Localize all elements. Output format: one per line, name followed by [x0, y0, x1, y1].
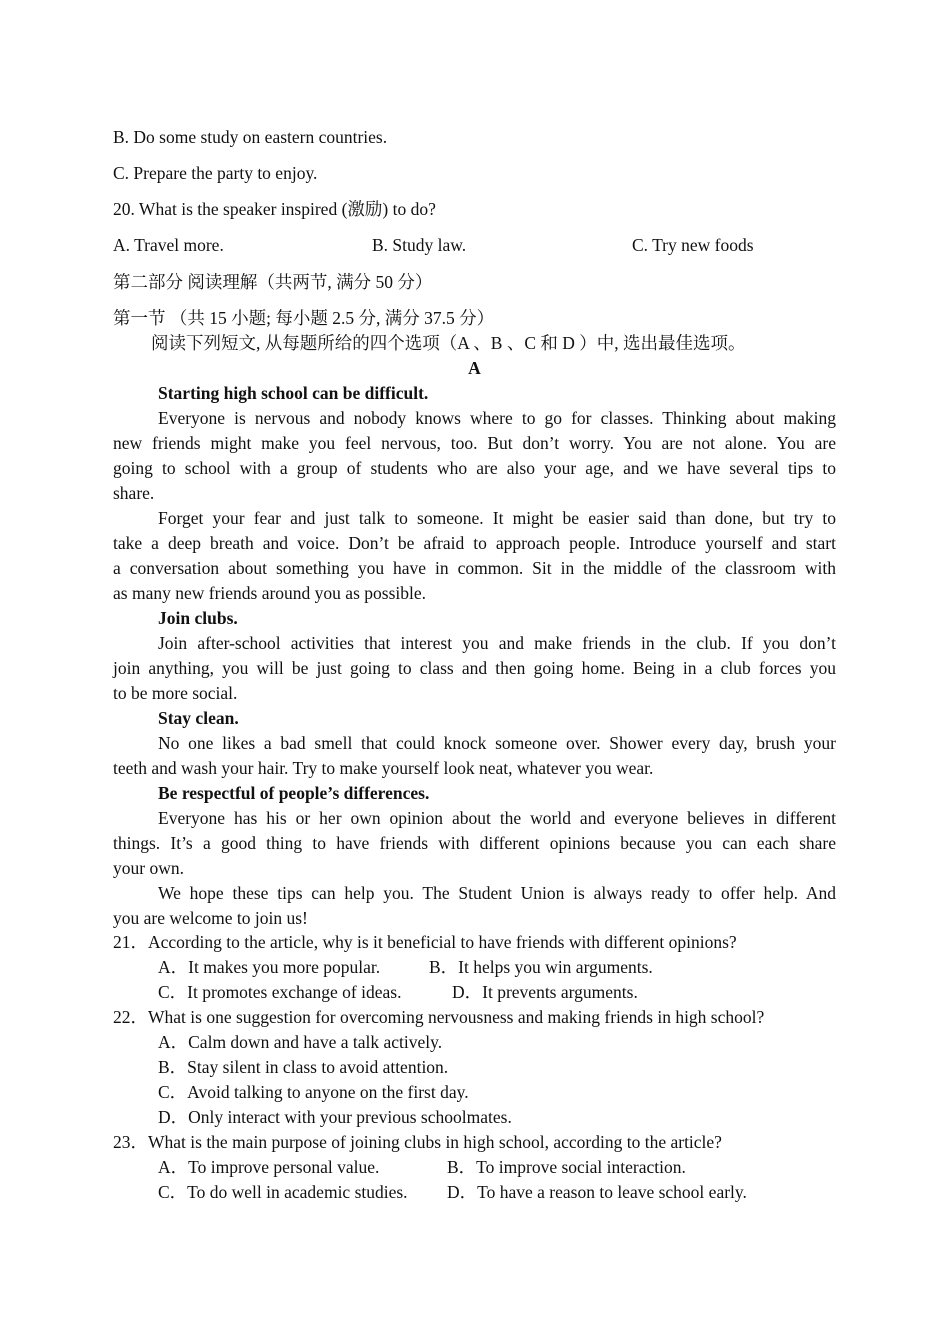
q23-question: 23．What is the main purpose of joining clubs in high school, according to the article? [113, 1132, 722, 1152]
q22-option-c: C．Avoid talking to anyone on the first day. [158, 1082, 469, 1102]
paragraph-line: a conversation about something you have in common. Sit in the middle of the classroom with [113, 558, 836, 578]
paragraph-line: you are welcome to join us! [113, 908, 308, 928]
q21-option-b: B．It helps you win arguments. [429, 957, 653, 977]
q20-option-c: C. Try new foods [632, 235, 754, 255]
q21-question: 21．According to the article, why is it beneficial to have friends with different opinions? [113, 932, 737, 952]
q20-question: 20. What is the speaker inspired (激励) to do? [113, 199, 436, 219]
paragraph-line: take a deep breath and voice. Don’t be afraid to approach people. Introduce yourself and start [113, 533, 836, 553]
heading-join-clubs: Join clubs. [158, 608, 238, 628]
paragraph-line: as many new friends around you as possible. [113, 583, 426, 603]
paragraph-line: Everyone is nervous and nobody knows where to go for classes. Thinking about making [158, 408, 836, 428]
reading-instruction: 阅读下列短文, 从每题所给的四个选项（A 、B 、C 和 D ）中, 选出最佳选项。 [151, 333, 746, 353]
paragraph-line: share. [113, 483, 155, 503]
passage-letter: A [468, 358, 481, 378]
q19-option-c: C. Prepare the party to enjoy. [113, 163, 318, 183]
paragraph-line: Everyone has his or her own opinion about the world and everyone believes in different [158, 808, 836, 828]
q23-option-c: C．To do well in academic studies. [158, 1182, 408, 1202]
q22-option-d: D．Only interact with your previous schoolmates. [158, 1107, 512, 1127]
q21-option-c: C．It promotes exchange of ideas. [158, 982, 402, 1002]
part2-title: 第二部分 阅读理解（共两节, 满分 50 分） [113, 272, 433, 292]
paragraph-line: join anything, you will be just going to class and then going home. Being in a club forces you [113, 658, 836, 678]
paragraph-line: new friends might make you feel nervous, too. But don’t worry. You are not alone. You are [113, 433, 836, 453]
q20-option-b: B. Study law. [372, 235, 467, 255]
q23-option-d: D．To have a reason to leave school early. [447, 1182, 747, 1202]
paragraph-line: to be more social. [113, 683, 238, 703]
paragraph-line: your own. [113, 858, 184, 878]
paragraph-line: No one likes a bad smell that could knock someone over. Shower every day, brush your [158, 733, 836, 753]
q19-option-b: B. Do some study on eastern countries. [113, 127, 388, 147]
heading-respect-differences: Be respectful of people’s differences. [158, 783, 430, 803]
q22-option-a: A．Calm down and have a talk actively. [158, 1032, 443, 1052]
passage-title: Starting high school can be difficult. [158, 383, 429, 403]
heading-stay-clean: Stay clean. [158, 708, 239, 728]
paragraph-line: teeth and wash your hair. Try to make yourself look neat, whatever you wear. [113, 758, 654, 778]
q20-option-a: A. Travel more. [113, 235, 224, 255]
q21-option-d: D．It prevents arguments. [452, 982, 638, 1002]
section1-title: 第一节 （共 15 小题; 每小题 2.5 分, 满分 37.5 分） [113, 308, 495, 328]
q23-option-a: A．To improve personal value. [158, 1157, 380, 1177]
paragraph-line: Forget your fear and just talk to someone. It might be easier said than done, but try to [158, 508, 836, 528]
paragraph-line: We hope these tips can help you. The Student Union is always ready to offer help. And [158, 883, 836, 903]
paragraph-line: Join after-school activities that interest you and make friends in the club. If you don’t [158, 633, 836, 653]
paragraph-line: things. It’s a good thing to have friends with different opinions because you can each share [113, 833, 836, 853]
paragraph-line: going to school with a group of students who are also your age, and we have several tips to [113, 458, 836, 478]
q23-option-b: B．To improve social interaction. [447, 1157, 686, 1177]
q22-question: 22．What is one suggestion for overcoming nervousness and making friends in high school? [113, 1007, 765, 1027]
q21-option-a: A．It makes you more popular. [158, 957, 381, 977]
q22-option-b: B．Stay silent in class to avoid attention. [158, 1057, 449, 1077]
